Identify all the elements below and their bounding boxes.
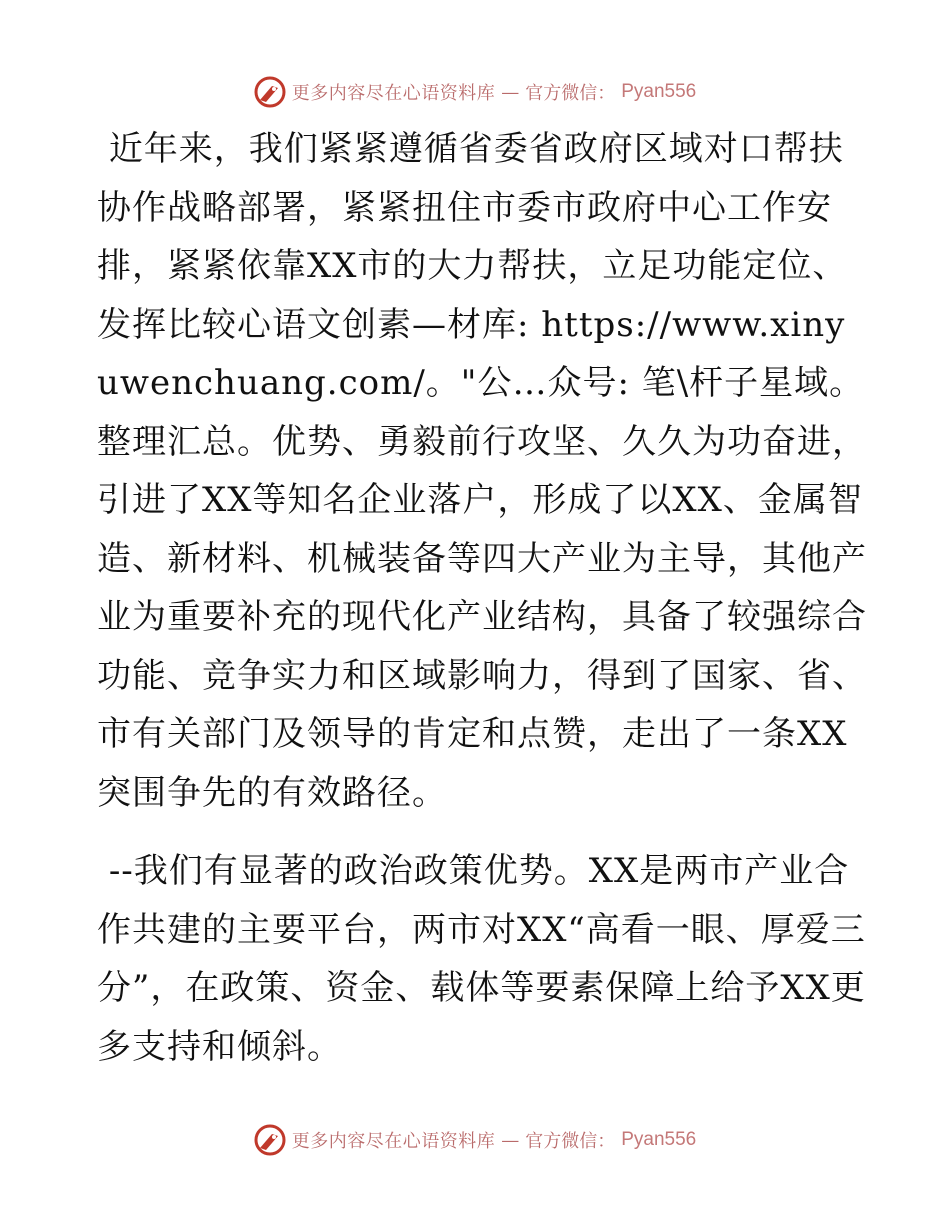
pen-nib-logo-icon: [254, 1124, 286, 1156]
footer-banner-inner: [254, 1124, 697, 1156]
header-dash: —: [501, 81, 520, 103]
paragraph-intro: 近年来，我们紧紧遵循省委省政府区域对口帮扶协作战略部署，紧紧扭住市委市政府中心工作安排，紧紧依靠XX市的大力帮扶，立足功能定位、发挥比较心语文创素—材库: https://www.xinyuwenchuang.com/。"公…众号: 笔\杆子星域。整理汇总。优势、勇毅前行攻坚、久久为功奋进，引进了XX等知名企业落户，形成了以XX、金属智造、新材料、机械装备等四大产业为主导，其他产业为重要补充的现代化产业结构，具备了较强综合功能、竞争实力和区域影响力，得到了国家、省、市有关部门及领导的肯定和点赞，走出了一条XX突围争先的有效路径。: [97, 129, 867, 813]
header-wechat-id: Pyan556: [621, 81, 697, 102]
footer-slogan: 更多内容尽在心语资料库: [291, 1131, 496, 1152]
header-banner-inner: [254, 76, 697, 108]
pen-nib-logo-icon: [254, 76, 286, 108]
header-banner: [0, 72, 950, 112]
footer-banner: [0, 1120, 950, 1160]
paragraph-policy-advantage: --我们有显著的政治政策优势。XX是两市产业合作共建的主要平台，两市对XX“高看一眼、厚爱三分”，在政策、资金、载体等要素保障上给予XX更多支持和倾斜。: [97, 851, 866, 1067]
footer-official-label: 官方微信：: [525, 1131, 616, 1152]
header-official-label: 官方微信：: [525, 83, 616, 104]
document-body: [97, 120, 867, 1076]
footer-wechat-id: Pyan556: [621, 1129, 697, 1150]
footer-dash: —: [501, 1129, 520, 1151]
header-slogan: 更多内容尽在心语资料库: [291, 83, 496, 104]
